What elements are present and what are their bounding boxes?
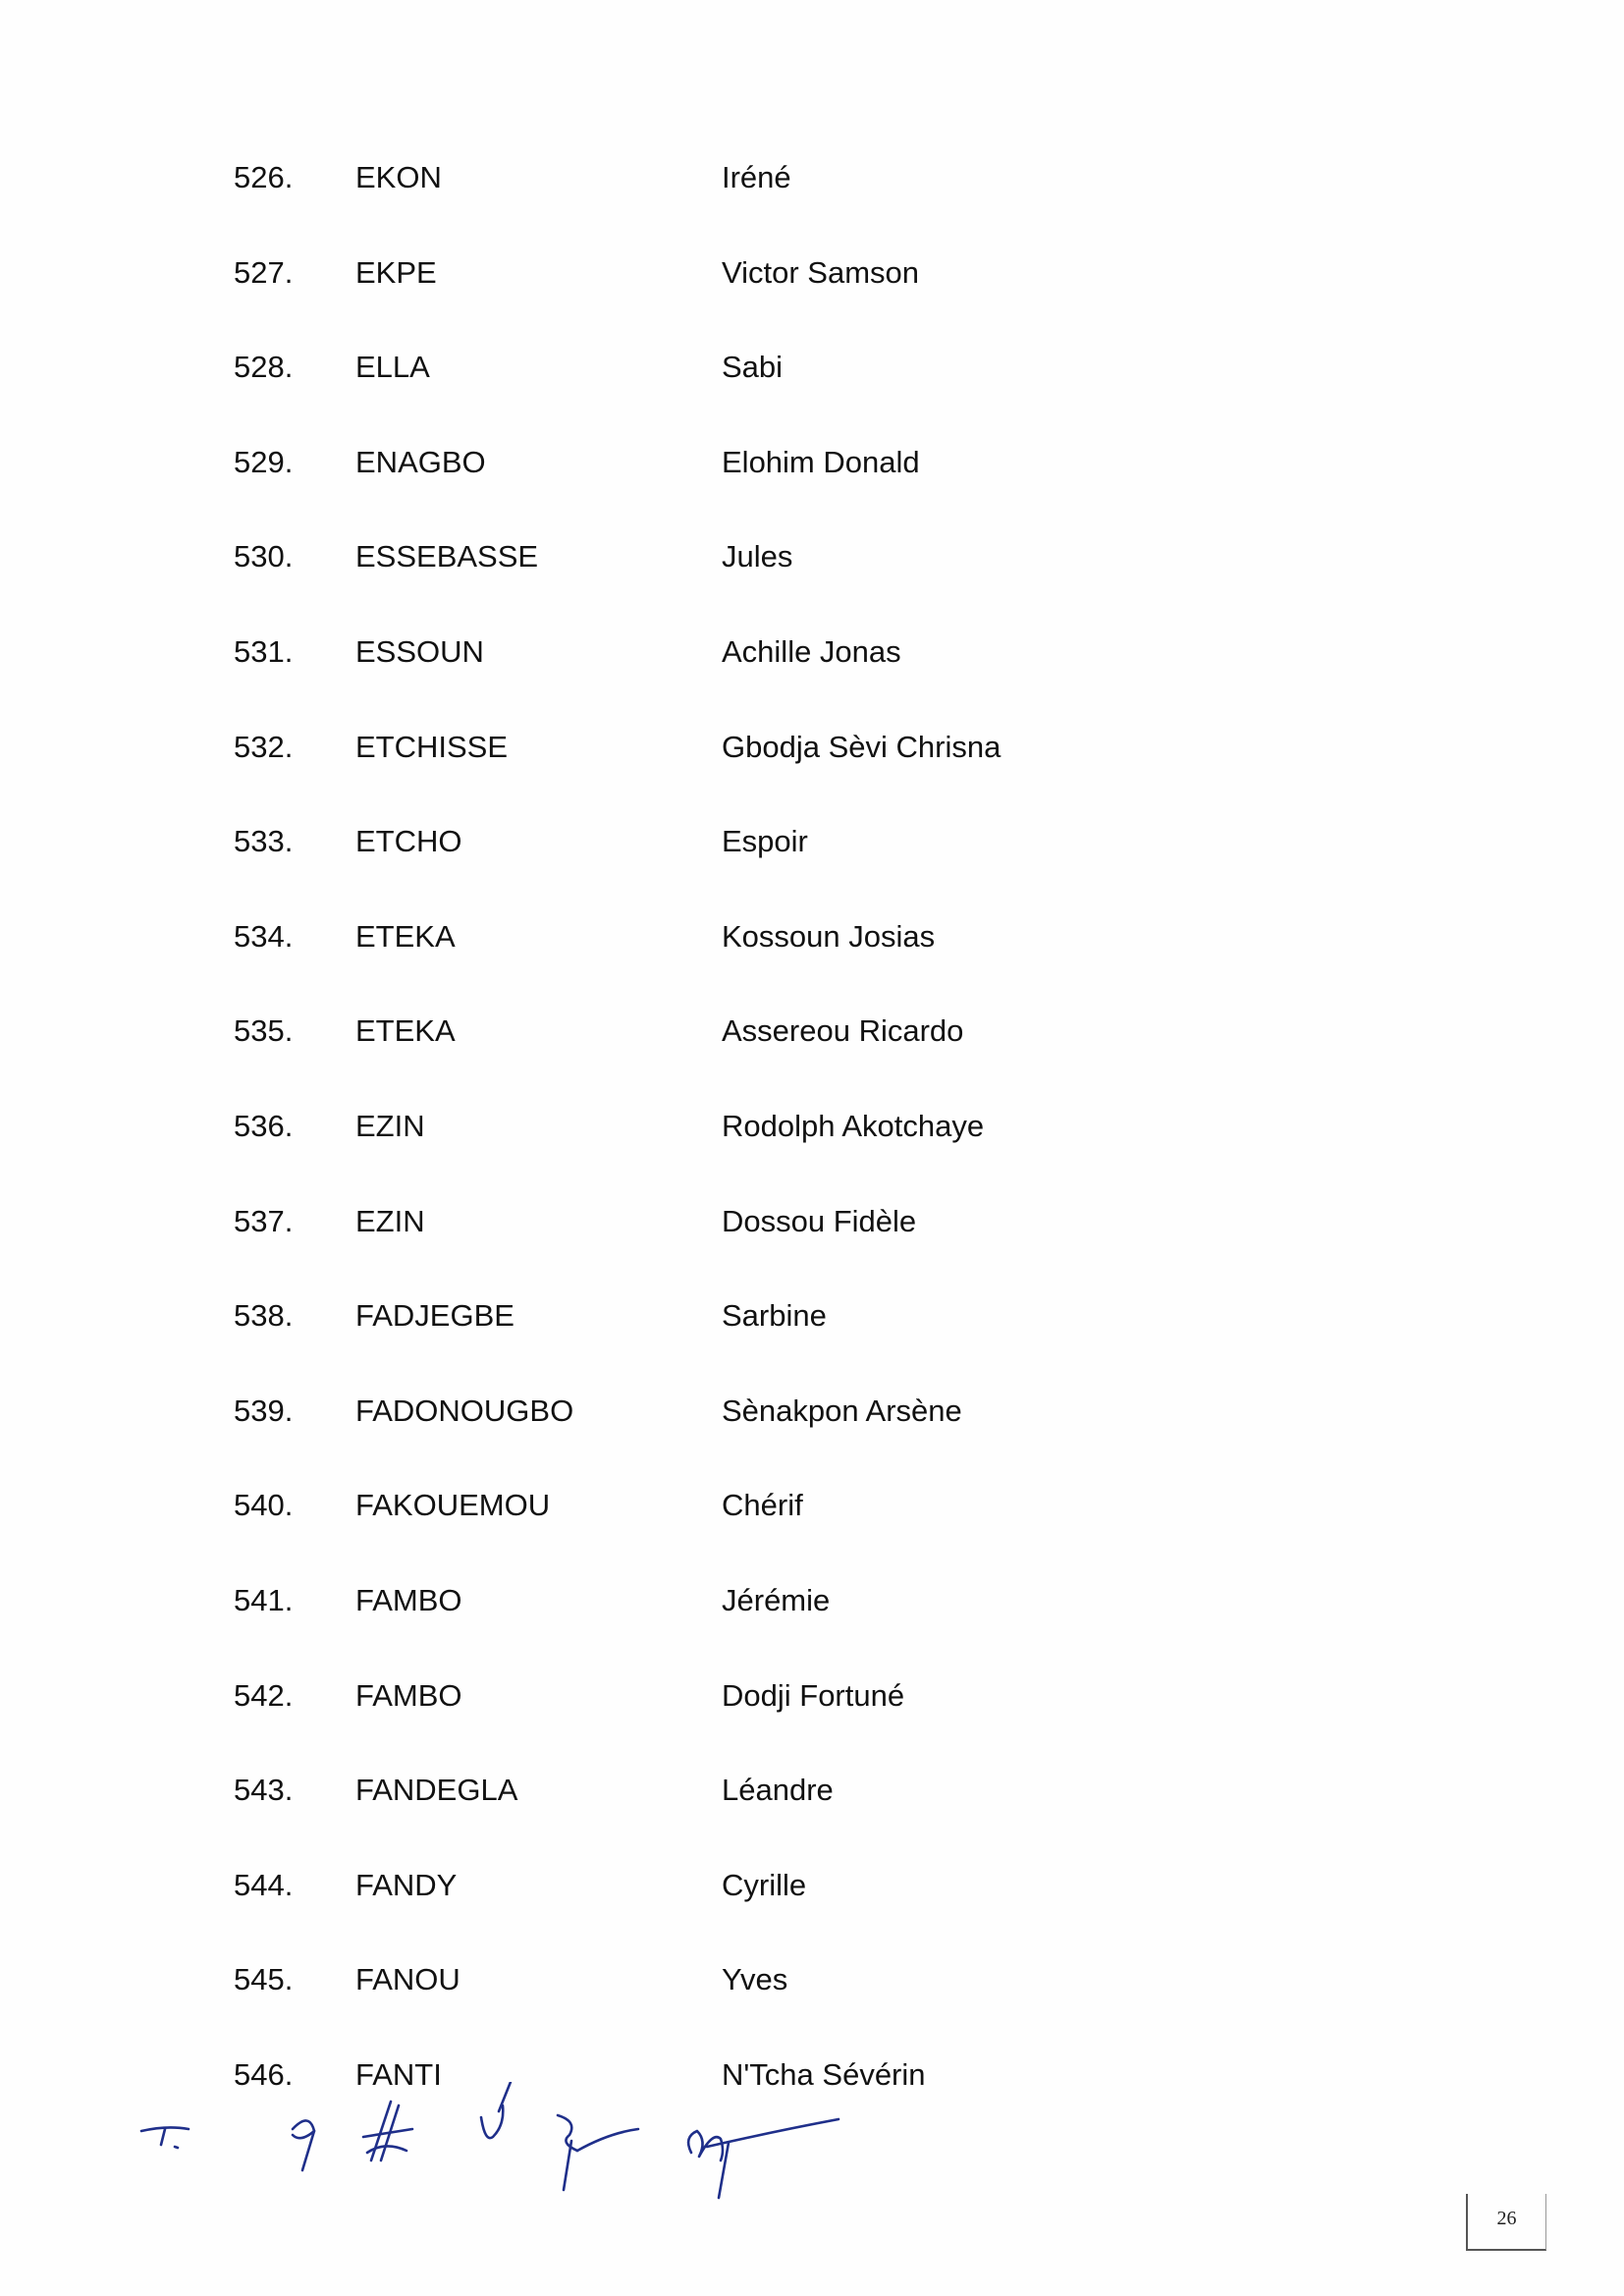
entry-first-name: Cyrille (722, 1867, 807, 1902)
entry-last-name: ENAGBO (355, 444, 486, 479)
entry-last-name: ELLA (355, 350, 430, 385)
list-item (0, 1386, 1624, 1481)
entry-first-name: Jérémie (722, 1582, 831, 1617)
entry-first-name: Yves (722, 1962, 788, 1997)
entry-first-name: Sènakpon Arsène (722, 1393, 962, 1428)
entry-first-name: Assereou Ricardo (722, 1013, 964, 1049)
entry-first-name: Léandre (722, 1773, 834, 1808)
entry-number: 544. (234, 1867, 294, 1902)
initial-mark (371, 2102, 391, 2160)
entry-number: 540. (234, 1488, 294, 1523)
list-item (0, 531, 1624, 627)
entry-number: 530. (234, 539, 294, 574)
list-item (0, 342, 1624, 437)
entry-first-name: Chérif (722, 1488, 803, 1523)
entry-last-name: FANTI (355, 2056, 442, 2092)
initial-mark (558, 2115, 577, 2151)
list-item (0, 1101, 1624, 1196)
entry-last-name: ESSOUN (355, 633, 484, 669)
initial-mark (175, 2147, 178, 2148)
page-number-box (1466, 2194, 1546, 2251)
entry-last-name: FADJEGBE (355, 1298, 514, 1334)
entry-last-name: FAKOUEMOU (355, 1488, 551, 1523)
entry-number: 529. (234, 444, 294, 479)
entry-number: 536. (234, 1108, 294, 1143)
entry-first-name: Iréné (722, 160, 791, 194)
initial-mark (577, 2129, 638, 2151)
entry-last-name: ETEKA (355, 918, 456, 954)
entry-last-name: ESSEBASSE (355, 539, 539, 574)
name-list (0, 152, 1624, 2144)
entry-last-name: EZIN (355, 1203, 425, 1238)
list-item (0, 1480, 1624, 1575)
entry-last-name: EZIN (355, 1108, 425, 1143)
entry-last-name: FANOU (355, 1962, 460, 1997)
entry-first-name: Dossou Fidèle (722, 1203, 917, 1238)
initial-mark (707, 2119, 839, 2147)
page-number: 26 (1496, 2208, 1517, 2229)
entry-number: 526. (234, 160, 294, 194)
entry-number: 531. (234, 633, 294, 669)
list-item (0, 1954, 1624, 2050)
entry-number: 542. (234, 1677, 294, 1713)
entry-number: 528. (234, 350, 294, 385)
list-item (0, 722, 1624, 817)
list-item (0, 152, 1624, 247)
entry-number: 537. (234, 1203, 294, 1238)
entry-last-name: FANDY (355, 1867, 458, 1902)
list-item (0, 437, 1624, 532)
entry-first-name: Jules (722, 539, 793, 574)
entry-first-name: Elohim Donald (722, 444, 920, 479)
list-item (0, 247, 1624, 343)
entry-first-name: N'Tcha Sévérin (722, 2056, 926, 2092)
list-item (0, 627, 1624, 722)
entry-last-name: FADONOUGBO (355, 1393, 574, 1428)
list-item (0, 1765, 1624, 1860)
list-item (0, 911, 1624, 1007)
entry-last-name: ETCHO (355, 824, 462, 859)
entry-first-name: Rodolph Akotchaye (722, 1108, 985, 1143)
list-item (0, 1196, 1624, 1291)
entry-last-name: EKON (355, 160, 442, 194)
entry-number: 541. (234, 1582, 294, 1617)
initial-mark (688, 2131, 723, 2160)
entry-first-name: Espoir (722, 824, 808, 859)
entry-number: 539. (234, 1393, 294, 1428)
entry-number: 545. (234, 1962, 294, 1997)
entry-number: 533. (234, 824, 294, 859)
initial-mark (499, 2082, 511, 2111)
initial-mark (161, 2129, 165, 2145)
entry-number: 546. (234, 2056, 294, 2092)
entry-number: 538. (234, 1298, 294, 1334)
entry-first-name: Sabi (722, 350, 784, 385)
entry-last-name: FANDEGLA (355, 1773, 518, 1808)
entry-last-name: ETCHISSE (355, 729, 509, 764)
entry-first-name: Sarbine (722, 1298, 827, 1334)
list-item (0, 1860, 1624, 1955)
handwritten-initials (128, 2082, 864, 2210)
list-item (0, 1290, 1624, 1386)
initial-mark (293, 2120, 314, 2138)
entry-first-name: Dodji Fortuné (722, 1677, 905, 1713)
entry-number: 543. (234, 1773, 294, 1808)
list-item (0, 1575, 1624, 1670)
entry-number: 535. (234, 1013, 294, 1049)
list-item (0, 816, 1624, 911)
entry-first-name: Kossoun Josias (722, 918, 936, 954)
entry-last-name: FAMBO (355, 1677, 462, 1713)
entry-first-name: Achille Jonas (722, 633, 901, 669)
entry-number: 527. (234, 254, 294, 290)
entry-last-name: EKPE (355, 254, 437, 290)
entry-last-name: ETEKA (355, 1013, 456, 1049)
entry-last-name: FAMBO (355, 1582, 462, 1617)
entry-first-name: Gbodja Sèvi Chrisna (722, 729, 1001, 764)
entry-first-name: Victor Samson (722, 254, 920, 290)
initial-mark (564, 2141, 571, 2190)
entry-number: 532. (234, 729, 294, 764)
list-item (0, 1670, 1624, 1766)
entry-number: 534. (234, 918, 294, 954)
list-item (0, 1006, 1624, 1101)
